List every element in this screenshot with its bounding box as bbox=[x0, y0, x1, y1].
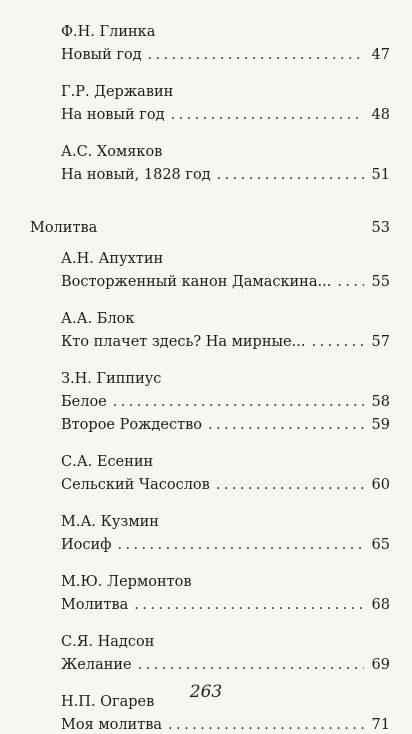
toc-entry bbox=[30, 268, 390, 291]
toc-entry-title: Восторженный канон Дамаскина... bbox=[61, 274, 332, 290]
toc-entry-title: Сельский Часослов bbox=[61, 477, 210, 493]
toc-entry-page: 71 bbox=[371, 717, 390, 733]
toc-entry-page: 51 bbox=[371, 167, 390, 183]
toc-entry-page: 57 bbox=[371, 334, 390, 350]
toc-entry-page: 58 bbox=[371, 394, 390, 410]
toc-entry-title: Желание bbox=[61, 657, 132, 673]
toc-entry bbox=[30, 161, 390, 184]
toc-entry-title: На новый, 1828 год bbox=[61, 167, 211, 183]
toc-author: С.Я. Надсон bbox=[61, 634, 155, 650]
toc-entry-page: 55 bbox=[371, 274, 390, 290]
toc-entry-title: Моя молитва bbox=[61, 717, 163, 733]
toc-entry-page: 48 bbox=[371, 107, 390, 123]
toc-entry bbox=[30, 328, 390, 351]
toc-author: А.Н. Апухтин bbox=[61, 251, 164, 267]
toc-entry-page: 60 bbox=[371, 477, 390, 493]
toc-entry-title: Второе Рождество bbox=[61, 417, 202, 433]
toc-entry-title: Молитва bbox=[61, 597, 129, 613]
toc-entry bbox=[30, 101, 390, 124]
toc-entry-title: На новый год bbox=[61, 107, 165, 123]
toc-entry-page: 59 bbox=[371, 417, 390, 433]
toc-author: З.Н. Гиппиус bbox=[61, 371, 162, 387]
toc-entry bbox=[30, 411, 390, 434]
table-of-contents bbox=[30, 18, 390, 734]
toc-author: Н.П. Огарев bbox=[61, 694, 155, 710]
toc-section-title: Молитва bbox=[30, 220, 98, 236]
toc-entry bbox=[30, 471, 390, 494]
dot-leader bbox=[148, 46, 364, 64]
dot-leader bbox=[216, 476, 364, 494]
dot-leader bbox=[113, 393, 364, 411]
toc-entry-page: 68 bbox=[371, 597, 390, 613]
toc-entry-title: Белое bbox=[61, 394, 107, 410]
toc-author: Ф.Н. Глинка bbox=[61, 24, 156, 40]
dot-leader bbox=[171, 106, 364, 124]
toc-author: Г.Р. Державин bbox=[61, 84, 174, 100]
dot-leader bbox=[311, 333, 364, 351]
toc-author: М.А. Кузмин bbox=[61, 514, 159, 530]
toc-author: А.С. Хомяков bbox=[61, 144, 163, 160]
toc-section-heading bbox=[30, 214, 390, 237]
toc-entry bbox=[30, 651, 390, 674]
dot-leader bbox=[118, 536, 364, 554]
toc-author: С.А. Есенин bbox=[61, 454, 154, 470]
toc-author: М.Ю. Лермонтов bbox=[61, 574, 192, 590]
toc-entry-page: 65 bbox=[371, 537, 390, 553]
dot-leader bbox=[134, 596, 364, 614]
toc-entry bbox=[30, 531, 390, 554]
toc-entry bbox=[30, 41, 390, 64]
toc-author: А.А. Блок bbox=[61, 311, 135, 327]
toc-entry bbox=[30, 591, 390, 614]
toc-entry-page: 69 bbox=[371, 657, 390, 673]
dot-leader bbox=[138, 656, 364, 674]
dot-leader bbox=[217, 166, 364, 184]
dot-leader bbox=[337, 273, 364, 291]
toc-entry-title: Иосиф bbox=[61, 537, 112, 553]
toc-entry-title: Кто плачет здесь? На мирные... bbox=[61, 334, 306, 350]
page-number: 263 bbox=[189, 682, 223, 702]
toc-section-page: 53 bbox=[371, 220, 390, 236]
toc-entry bbox=[30, 388, 390, 411]
dot-leader bbox=[208, 416, 364, 434]
toc-entry bbox=[30, 711, 390, 734]
toc-entry-title: Новый год bbox=[61, 47, 142, 63]
toc-entry-page: 47 bbox=[371, 47, 390, 63]
dot-leader bbox=[168, 716, 364, 734]
